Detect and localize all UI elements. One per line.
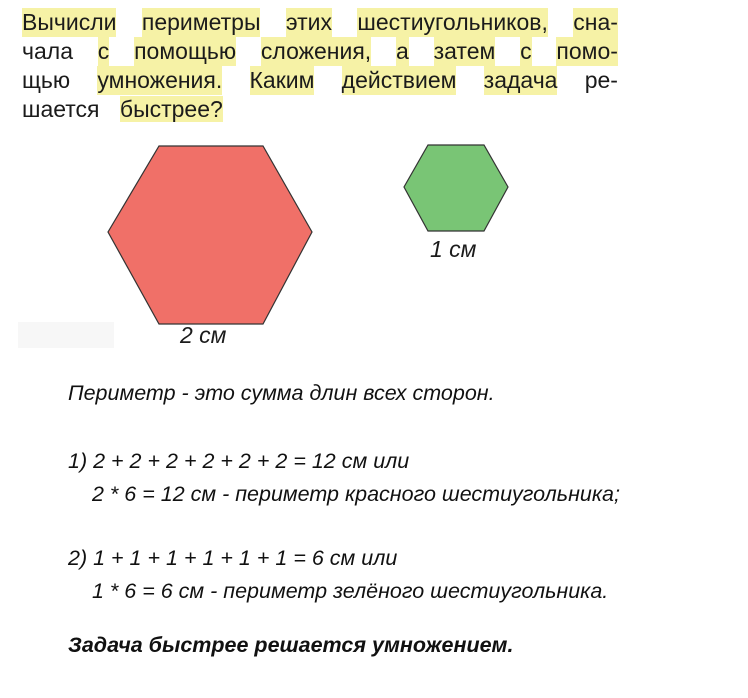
word: помо- (556, 38, 618, 64)
green-hexagon-shape (404, 145, 508, 231)
task-text (22, 8, 618, 124)
word: с (520, 38, 532, 64)
word: быстрее (119, 96, 211, 122)
word: этих (285, 9, 333, 35)
definition: Периметр - это сумма длин всех сторон. (68, 381, 495, 405)
green-hexagon (398, 140, 514, 236)
red-hexagon-shape (108, 146, 312, 324)
word: Вычисли (22, 9, 117, 35)
word: шается (22, 96, 100, 122)
word: ? (210, 96, 223, 122)
solution-2-line-2: 1 * 6 = 6 см - периметр зелёного шестиугольника. (92, 579, 609, 603)
word: задача (483, 67, 558, 93)
task-line-1 (22, 8, 618, 37)
solution-1-line-2: 2 * 6 = 12 см - периметр красного шестиугольника; (92, 482, 620, 506)
word: ре- (584, 67, 618, 93)
red-hexagon-side-label: 2 см (180, 322, 227, 348)
task-line-3 (22, 66, 618, 95)
green-hexagon-side-label: 1 см (430, 236, 477, 262)
word: сна- (573, 9, 618, 35)
word: Каким (249, 67, 315, 93)
word: чала (22, 38, 73, 64)
word: затем (433, 38, 496, 64)
faint-blot (18, 322, 114, 348)
conclusion: Задача быстрее решается умножением. (68, 633, 514, 657)
red-hexagon (100, 138, 320, 334)
word: с (97, 38, 110, 64)
word: сложения, (260, 38, 372, 64)
word: действием (341, 67, 457, 93)
word: умножения. (97, 67, 223, 93)
word: щью (22, 67, 71, 93)
word: периметры (141, 9, 261, 35)
word: помощью (134, 38, 237, 64)
solution-1-line-1: 1) 2 + 2 + 2 + 2 + 2 + 2 = 12 см или (68, 449, 410, 473)
task-line-2 (22, 37, 618, 66)
word: а (396, 38, 409, 64)
task-line-4 (22, 95, 618, 124)
word: шестиугольников, (357, 9, 548, 35)
solution-2-line-1: 2) 1 + 1 + 1 + 1 + 1 + 1 = 6 см или (68, 546, 398, 570)
